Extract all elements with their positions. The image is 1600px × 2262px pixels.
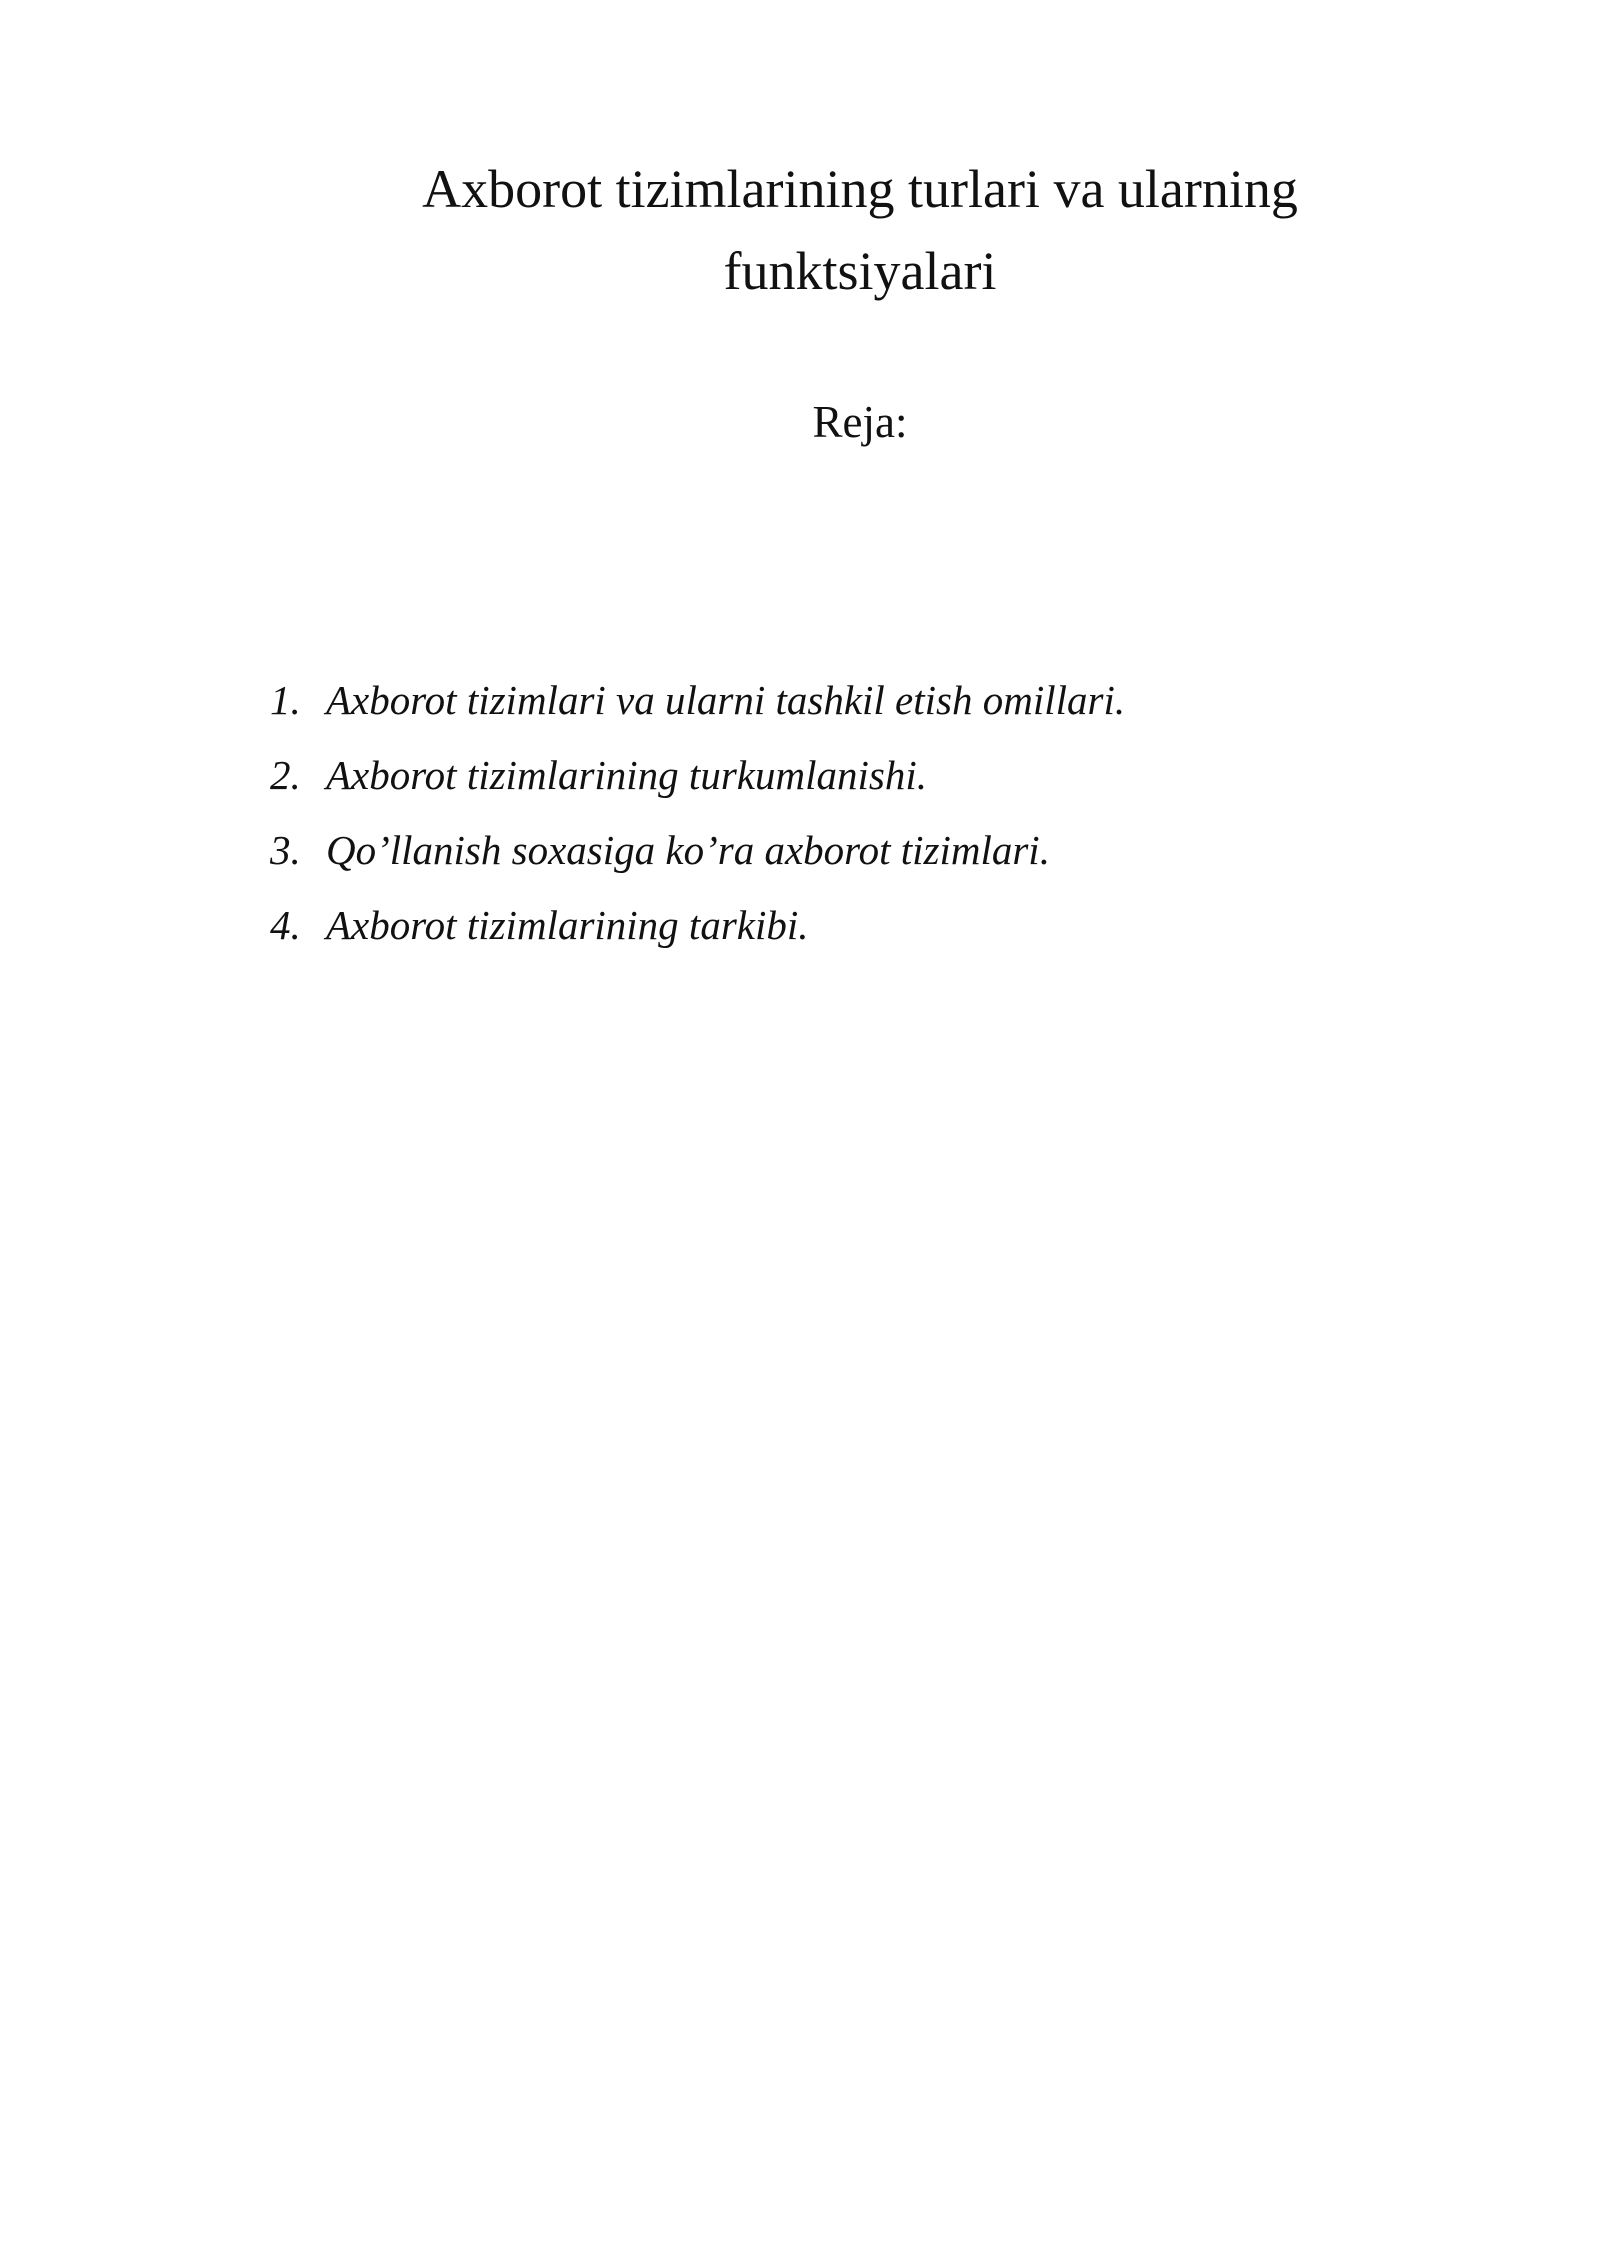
plan-item — [270, 670, 1370, 745]
title-line: Axborot tizimlarining turlari va ularning — [422, 159, 1298, 219]
plan-list — [270, 670, 1370, 970]
plan-item-number: 3. — [270, 827, 301, 873]
plan-item — [270, 895, 1370, 970]
plan-heading: Reja: — [812, 397, 908, 447]
plan-item-text: Axborot tizimlarining turkumlanishi. — [326, 752, 927, 798]
plan-item-number: 2. — [270, 752, 301, 798]
plan-item — [270, 745, 1370, 820]
title-line: funktsiyalari — [723, 241, 997, 301]
plan-item — [270, 820, 1370, 895]
plan-item-number: 4. — [270, 902, 301, 948]
plan-item-text: Axborot tizimlarining tarkibi. — [326, 902, 809, 948]
plan-item-text: Axborot tizimlari va ularni tashkil etish omillari. — [326, 677, 1126, 723]
document-title — [300, 148, 1420, 312]
plan-item-number: 1. — [270, 677, 301, 723]
plan-item-text: Qo’llanish soxasiga ko’ra axborot tizimlari. — [326, 827, 1050, 873]
